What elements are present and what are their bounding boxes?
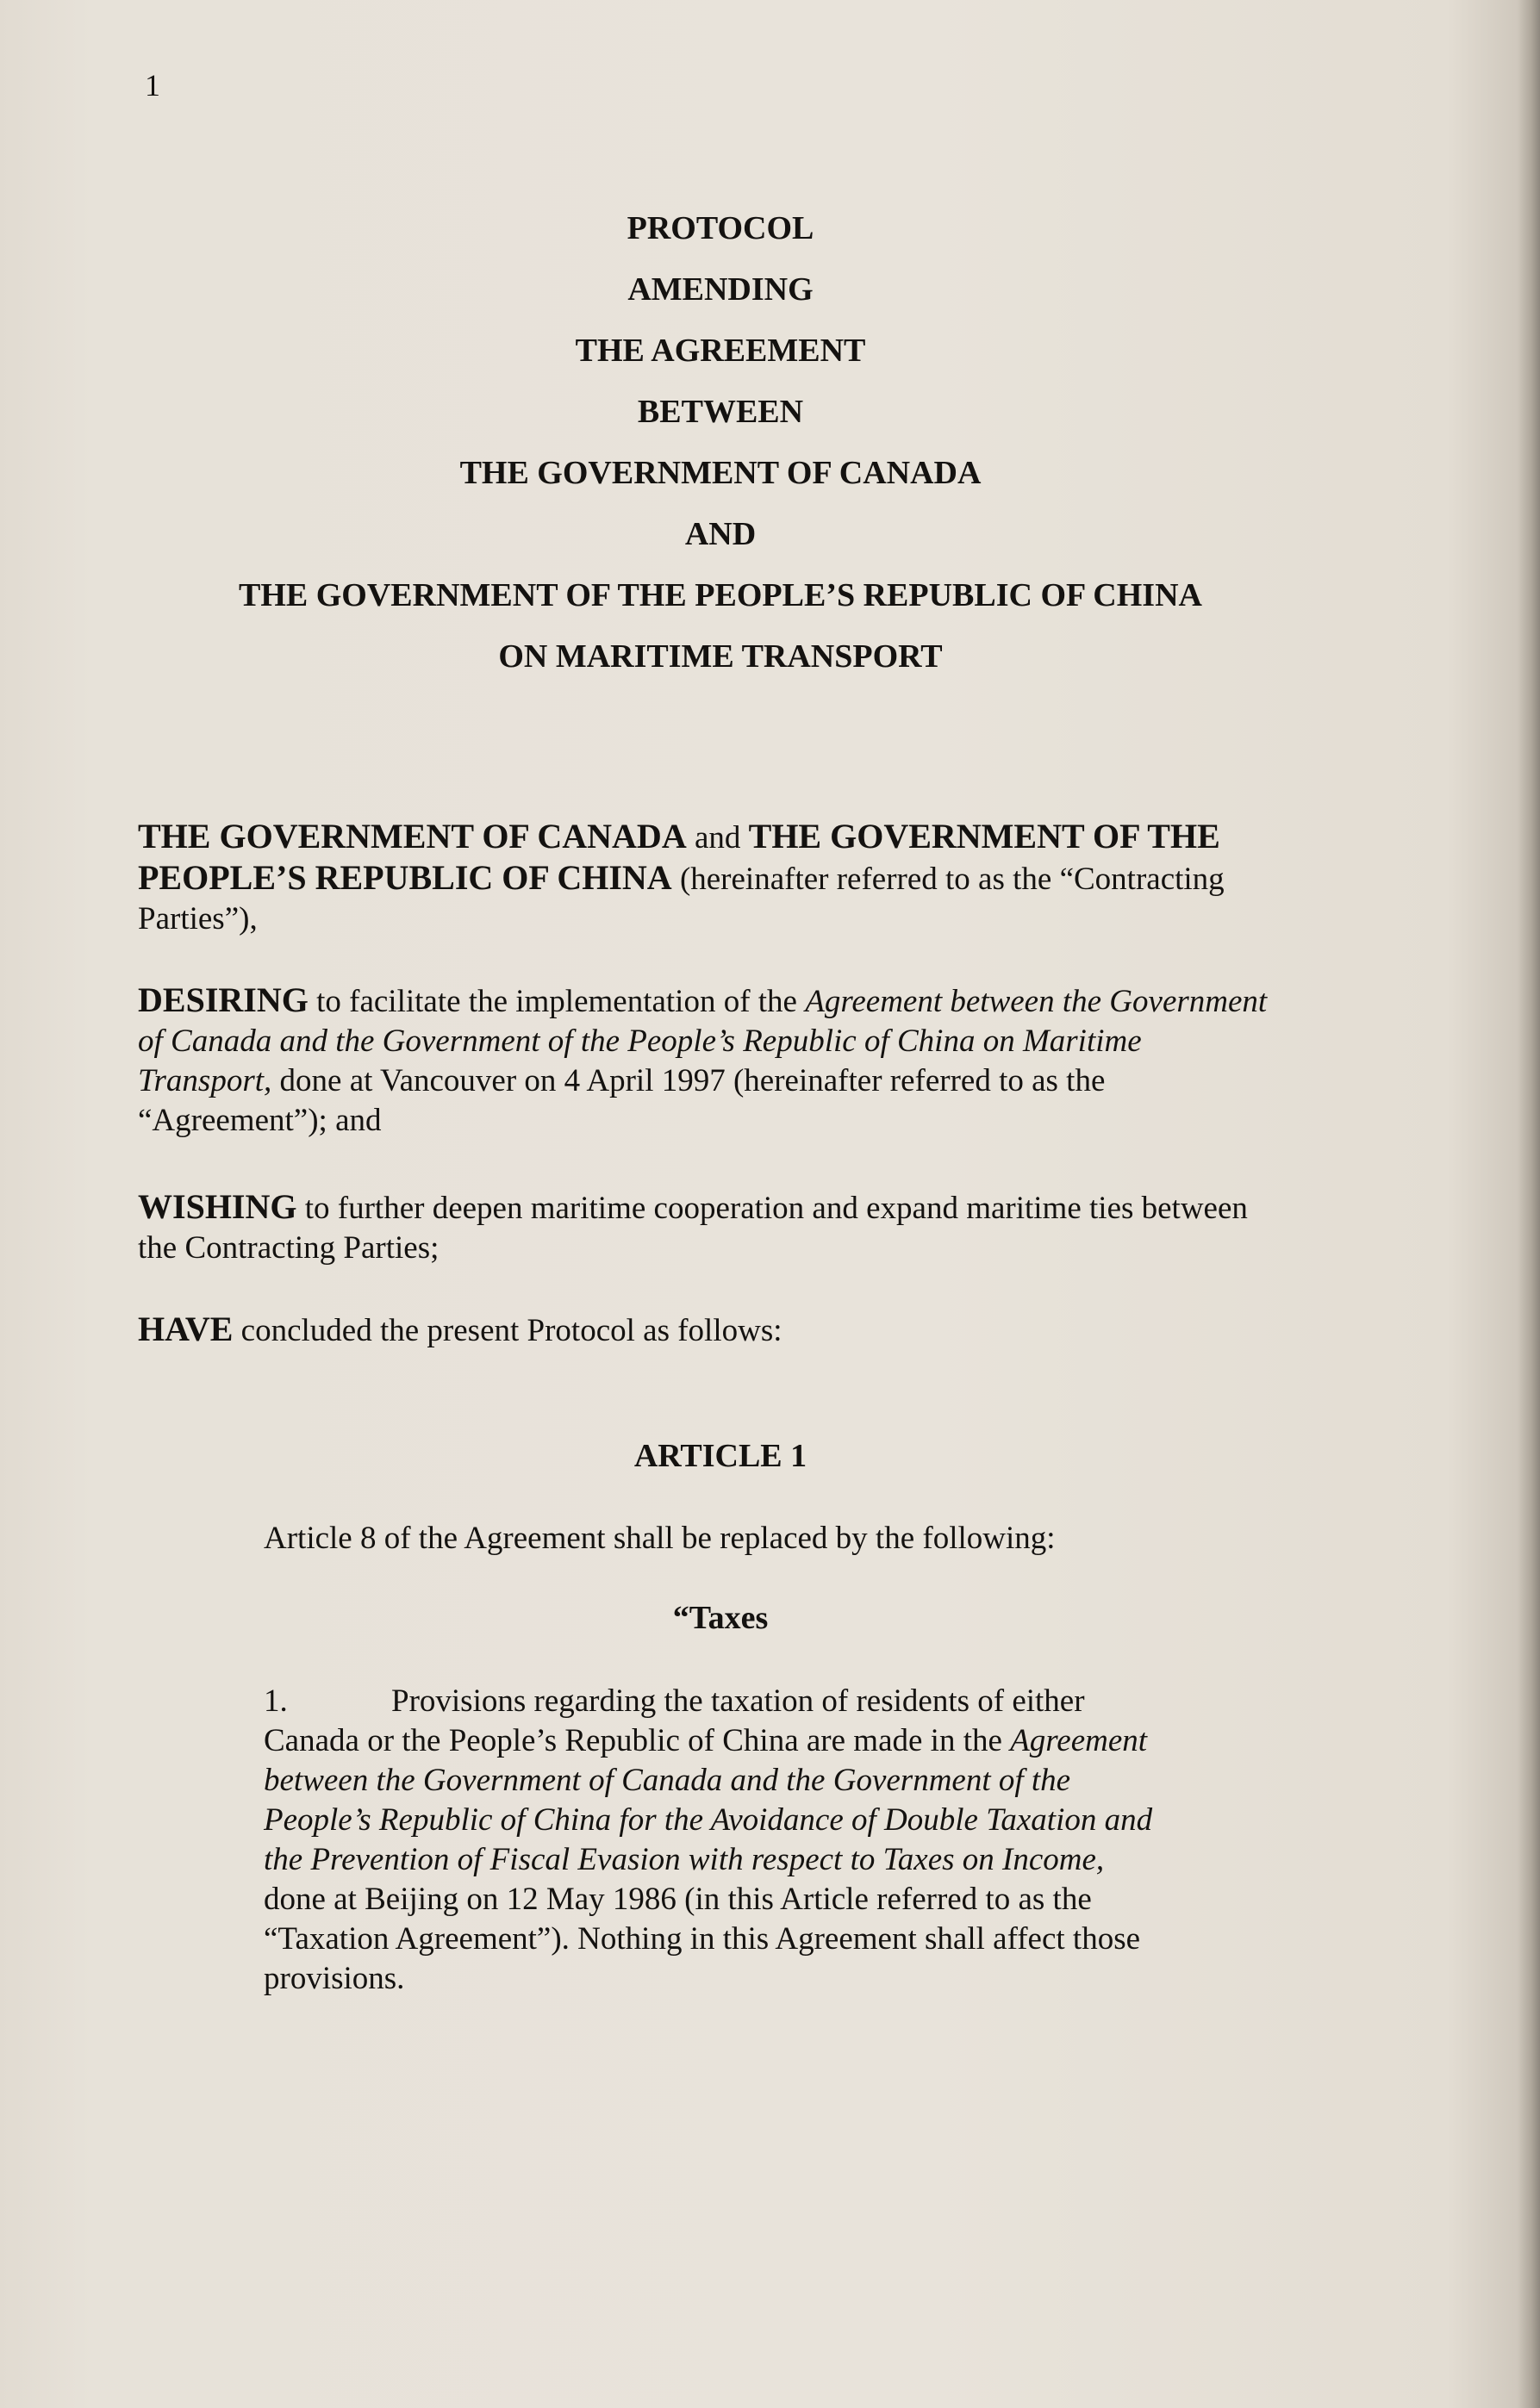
protocol-title xyxy=(0,198,1441,688)
paragraph-text-end: done at Beijing on 12 May 1986 (in this Article referred to as the “Taxation Agreement”). Nothing in this Agreement shall affect those provisions. xyxy=(264,1882,1141,1996)
title-line: AND xyxy=(684,516,757,552)
wishing-lead: WISHING xyxy=(138,1187,297,1226)
contracting-parties-paragraph xyxy=(138,817,1275,939)
desiring-text-end: done at Vancouver on 4 April 1997 (hereinafter referred to as the “Agreement”); and xyxy=(138,1063,1106,1138)
title-line: THE AGREEMENT xyxy=(575,333,866,369)
have-lead: HAVE xyxy=(138,1310,234,1348)
paragraph-number: 1. xyxy=(264,1683,288,1719)
desiring-lead: DESIRING xyxy=(138,980,309,1019)
taxation-agreement-title-italic: Agreement between the Government of Canada and the Government of the People’s Republic of China for the Avoidance of Double Taxation and the Prevention of Fiscal Evasion with respect to Taxes on Income, xyxy=(264,1723,1153,1877)
parties-rest: (hereinafter referred to as the “Contracting Parties”), xyxy=(138,862,1225,936)
have-text: concluded the present Protocol as follows: xyxy=(233,1313,782,1348)
taxes-subheading: “Taxes xyxy=(672,1600,769,1636)
wishing-text: to further deepen maritime cooperation and expand maritime ties between the Contracting Parties; xyxy=(138,1191,1248,1266)
wishing-paragraph xyxy=(138,1187,1275,1268)
article-1-paragraph-1 xyxy=(264,1682,1169,1999)
party-china: THE GOVERNMENT OF THE PEOPLE’S REPUBLIC OF CHINA xyxy=(138,817,1220,897)
desiring-text: to facilitate the implementation of the xyxy=(308,984,806,1019)
title-line: BETWEEN xyxy=(637,394,804,430)
article-1-heading: ARTICLE 1 xyxy=(633,1438,807,1474)
title-line: THE GOVERNMENT OF CANADA xyxy=(459,455,982,491)
title-line: PROTOCOL xyxy=(627,210,814,246)
page-number: 1 xyxy=(145,68,160,103)
title-line: THE GOVERNMENT OF THE PEOPLE’S REPUBLIC OF CHINA xyxy=(239,577,1202,613)
have-paragraph xyxy=(138,1310,1275,1351)
page-edge-shadow xyxy=(1518,0,1540,2408)
title-line: AMENDING xyxy=(627,271,814,308)
paragraph-text: Provisions regarding the taxation of residents of either Canada or the People’s Republic of China are made in the xyxy=(264,1683,1085,1758)
desiring-paragraph xyxy=(138,980,1275,1141)
article-1-intro: Article 8 of the Agreement shall be replaced by the following: xyxy=(264,1521,1056,1556)
party-canada: THE GOVERNMENT OF CANADA xyxy=(138,817,687,856)
agreement-title-italic: Agreement between the Government of Canada and the Government of the People’s Republic of China on Maritime Transport, xyxy=(138,984,1268,1098)
parties-and: and xyxy=(686,820,749,856)
title-line: ON MARITIME TRANSPORT xyxy=(498,638,943,675)
